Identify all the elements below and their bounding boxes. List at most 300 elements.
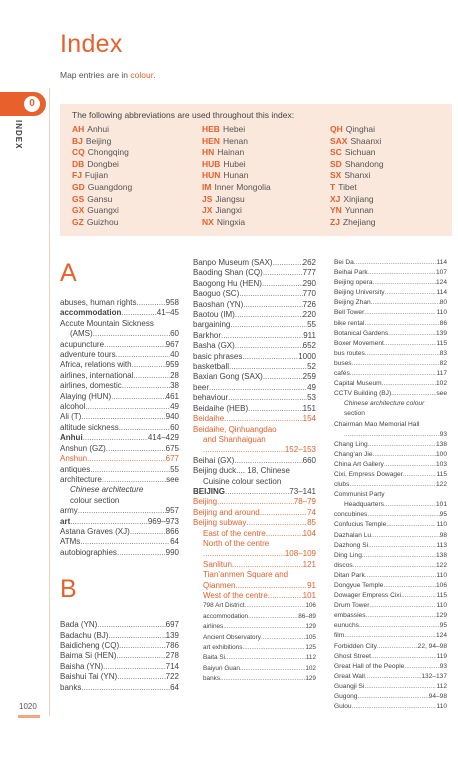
index-entry (193, 341, 316, 351)
index-entry (334, 541, 447, 551)
entry-pages: 675 (165, 443, 179, 453)
index-entry (334, 520, 447, 530)
entry-pages: 866 (165, 526, 179, 536)
index-entry (60, 433, 179, 443)
abbreviation-code: JS (202, 193, 213, 204)
dot-leader (352, 359, 440, 369)
dot-leader (371, 298, 440, 308)
index-entry (334, 591, 447, 601)
abbreviation-name: Shanxi (344, 170, 371, 181)
side-divider (49, 88, 50, 716)
abbreviation-name: Shaanxi (350, 135, 382, 146)
entry-term: Gulou (334, 703, 352, 711)
index-entry (193, 549, 316, 559)
entry-term: Beihai (GX) (193, 455, 235, 465)
entry-term: Barkhor (193, 330, 222, 340)
entry-pages: 22, 94–98 (417, 642, 447, 650)
dot-leader (80, 537, 170, 547)
entry-term: Alaying (HUN) (60, 391, 112, 401)
abbreviation-row (202, 124, 271, 136)
index-entry (193, 487, 316, 497)
abbreviation-code: HUN (202, 170, 221, 181)
index-entry (60, 402, 179, 412)
entry-pages: 1000 (298, 351, 316, 361)
abbreviation-row (72, 136, 132, 148)
index-text-line: section (344, 410, 365, 418)
abbreviation-name: Jiangxi (215, 205, 242, 216)
dot-leader (248, 612, 298, 622)
entry-pages: 112 (305, 654, 316, 662)
dot-leader (229, 362, 307, 372)
entry-pages: 101 (302, 591, 316, 600)
entry-term: bike rental (334, 319, 365, 327)
dot-leader (365, 349, 440, 359)
index-entry (60, 444, 179, 454)
index-entry (193, 601, 316, 611)
index-entry (334, 298, 447, 308)
entry-term: accommodation (203, 612, 249, 620)
index-text-line: Chairman Mao Memorial Hall (334, 420, 420, 428)
entry-term: CCTV Building (BJ) (334, 390, 392, 398)
entry-pages: 152–153 (284, 445, 316, 455)
abbreviation-row (330, 217, 384, 229)
dot-leader (382, 379, 436, 389)
abbreviation-row (202, 159, 271, 171)
index-text-line: Tian’anmen Square and (203, 570, 289, 580)
abbreviation-code: GS (72, 193, 85, 204)
entry-term: Sanlitun (203, 559, 232, 569)
intro-text (60, 70, 155, 80)
entry-term: acupuncture (60, 339, 105, 349)
entry-term: basic phrases (193, 351, 243, 361)
entry-pages: 714 (165, 661, 179, 671)
dot-leader (362, 551, 436, 561)
entry-pages: 154 (302, 414, 316, 424)
entry-pages: 106 (435, 582, 447, 589)
abbreviation-name: Hunan (223, 170, 249, 181)
entry-pages: 139 (165, 630, 179, 640)
entry-pages: see (166, 474, 179, 484)
abbreviation-code: SX (330, 170, 342, 181)
dot-leader (234, 456, 302, 466)
abbreviation-code: HN (202, 147, 215, 158)
entry-pages: 119 (436, 652, 447, 660)
entry-term: Baogong Hu (HEN) (193, 278, 262, 288)
dot-leader (104, 340, 166, 350)
entry-pages: 55 (307, 320, 316, 330)
abbreviation-row (330, 136, 384, 148)
entry-term: Dazhalan Lu (334, 531, 372, 539)
index-entry (193, 653, 316, 663)
abbreviation-row (202, 136, 271, 148)
entry-term: art (60, 516, 71, 526)
entry-term: Beijing Zhan (334, 299, 371, 307)
abbreviation-row (72, 159, 132, 171)
index-entry (60, 631, 179, 641)
dot-leader (386, 520, 436, 530)
entry-pages: 110 (436, 703, 447, 711)
abbreviation-row (330, 159, 384, 171)
entry-term: Great Wall (334, 672, 365, 680)
index-entry (193, 258, 316, 268)
index-entry (193, 362, 316, 372)
index-entry (334, 480, 447, 490)
index-entry (334, 682, 447, 692)
intro-colour-word: colour (130, 70, 154, 80)
entry-pages: 93 (439, 430, 447, 438)
abbreviation-name: Inner Mongolia (214, 181, 271, 192)
index-entry (334, 460, 447, 470)
entry-pages: 114 (436, 259, 447, 266)
entry-term: Bada (YN) (60, 620, 98, 630)
entry-pages: 38 (170, 381, 179, 391)
index-entry (60, 672, 179, 682)
dot-leader (81, 412, 165, 422)
dot-leader (119, 423, 170, 433)
entry-term: BEIJING (193, 486, 226, 496)
dot-leader (232, 560, 303, 570)
index-entry (334, 268, 447, 278)
entry-pages: 911 (303, 330, 316, 340)
abbreviation-code: HEN (202, 135, 220, 146)
index-entry (334, 450, 447, 460)
abbreviation-code: QH (330, 124, 343, 134)
dot-leader (273, 258, 303, 268)
dot-leader (209, 383, 307, 393)
index-entry (193, 612, 316, 622)
entry-pages: 777 (302, 268, 316, 278)
dot-leader (111, 392, 166, 402)
dot-leader (354, 258, 437, 268)
dot-leader (344, 631, 436, 641)
dot-leader (401, 591, 436, 601)
index-entry (60, 527, 179, 537)
dot-leader (217, 497, 294, 507)
entry-term: Baisha (YN) (60, 661, 104, 671)
abbreviation-code: GD (72, 181, 85, 192)
dot-leader (350, 369, 437, 379)
index-column-3 (334, 258, 447, 712)
entry-term: Great Hall of the People (334, 662, 405, 670)
dot-leader (364, 319, 439, 329)
index-entry (60, 329, 179, 339)
entry-term: abuses, human rights (60, 298, 137, 307)
dot-leader (364, 308, 436, 318)
entry-term: eunuchs (334, 622, 359, 630)
dot-leader (78, 506, 166, 516)
entry-term: Baiyun Guan (203, 664, 240, 672)
entry-pages: 113 (436, 541, 447, 549)
entry-term: Chang’an Jie (334, 450, 373, 458)
abbreviation-row (330, 182, 384, 194)
entry-pages: 138 (435, 551, 447, 559)
abbreviation-row (72, 217, 132, 229)
index-entry (60, 381, 179, 391)
entry-term: Baoding Shan (CQ) (193, 268, 263, 278)
abbreviation-name: Yunnan (344, 205, 374, 216)
entry-pages: 121 (302, 559, 316, 569)
entry-pages: 64 (170, 682, 179, 692)
index-entry (193, 518, 316, 528)
dot-leader (391, 389, 436, 399)
dot-leader (87, 454, 166, 464)
dot-leader (132, 360, 166, 370)
entry-term: Ding Ling (334, 551, 362, 559)
abbreviation-code: T (330, 181, 336, 192)
dot-leader (223, 622, 305, 632)
dot-leader (242, 643, 305, 653)
index-entry (60, 412, 179, 422)
index-entry (60, 340, 179, 350)
entry-pages: 278 (165, 651, 179, 661)
dot-leader (83, 433, 148, 443)
entry-term: art exhibitions (203, 644, 243, 652)
dot-leader (130, 527, 166, 537)
entry-term: Astana Graves (XJ) (60, 526, 130, 536)
entry-pages: 112 (436, 682, 447, 690)
entry-term: autobiographies (60, 547, 117, 557)
abbreviation-name: Tibet (338, 181, 357, 192)
index-entry (334, 288, 447, 298)
entry-term: Qianmen (203, 580, 236, 590)
dot-leader (235, 310, 303, 320)
dot-leader (369, 601, 436, 611)
entry-pages: 60 (170, 422, 179, 432)
entry-pages: 110 (436, 521, 447, 529)
entry-term: Badachu (BJ) (60, 630, 109, 640)
entry-pages: 78–79 (293, 497, 316, 507)
index-entry (193, 383, 316, 393)
abbreviation-code: JX (202, 205, 213, 216)
entry-pages: 114 (436, 289, 447, 297)
dot-leader (388, 329, 436, 339)
entry-term: Capital Museum (334, 380, 382, 388)
dot-leader (248, 404, 303, 414)
index-entry (334, 339, 447, 349)
dot-leader (246, 518, 307, 528)
index-entry (334, 329, 447, 339)
index-entry (193, 289, 316, 299)
dot-leader (235, 341, 303, 351)
entry-term: Boxer Movement (334, 339, 384, 347)
abbreviation-name: Hubei (223, 158, 246, 169)
entry-term: Botanical Gardens (334, 329, 389, 337)
dot-leader (262, 279, 303, 289)
entry-term: cafés (334, 370, 350, 378)
index-entry (334, 258, 447, 268)
abbreviation-name: Fujian (84, 170, 109, 181)
entry-term: Baotou (IM) (193, 310, 235, 320)
abbreviation-name: Shandong (344, 158, 384, 169)
abbreviation-row (72, 182, 132, 194)
index-entry (334, 561, 447, 571)
entry-pages: 124 (435, 632, 447, 640)
abbreviation-code: SAX (330, 135, 348, 146)
dot-leader (119, 641, 166, 651)
index-entry (60, 662, 179, 672)
index-entry (193, 393, 316, 403)
entry-pages: 110 (436, 571, 447, 579)
dot-leader (228, 393, 307, 403)
dot-leader (365, 672, 421, 682)
entry-pages: 132–137 (421, 672, 447, 680)
index-column-2 (193, 258, 316, 685)
entry-pages: 100 (435, 450, 447, 458)
abbreviation-row (330, 194, 384, 206)
dot-leader (97, 620, 165, 630)
entry-pages: see (436, 390, 447, 398)
section-label: INDEX (14, 120, 23, 150)
entry-term: Beidaihe (HEB) (193, 403, 249, 413)
abbreviation-code: YN (330, 205, 342, 216)
index-entry (334, 672, 447, 682)
entry-term: Anshun (60, 454, 88, 464)
entry-term: East of the centre (203, 528, 266, 538)
entry-pages: 151 (302, 403, 316, 413)
index-entry (193, 352, 316, 362)
dot-leader (235, 581, 307, 591)
abbreviation-code: CQ (72, 147, 85, 158)
index-text-line: and Shanhaiguan (203, 434, 266, 444)
index-entry (334, 652, 447, 662)
dot-leader (385, 288, 437, 298)
entry-pages: 115 (436, 592, 447, 600)
abbreviation-code: IM (202, 181, 212, 192)
dot-leader (240, 664, 305, 674)
index-entry (60, 517, 179, 527)
index-entry (334, 581, 447, 591)
dot-leader (242, 352, 298, 362)
index-entry (193, 300, 316, 310)
index-text-line: Communist Party (334, 491, 385, 499)
abbreviation-code: HUB (202, 158, 221, 169)
abbreviation-code: HEB (202, 124, 220, 134)
entry-pages: 53 (307, 393, 316, 403)
entry-pages: 110 (436, 309, 447, 317)
entry-term: Beidaihe (193, 414, 225, 424)
index-text-line: Chinese architecture (70, 485, 144, 495)
entry-pages: 101 (435, 501, 447, 509)
dot-leader (353, 561, 436, 571)
dot-leader (384, 460, 436, 470)
index-entry (60, 360, 179, 370)
dot-leader (239, 289, 302, 299)
entry-pages: 40 (170, 350, 179, 360)
entry-pages: 110 (436, 602, 447, 610)
index-entry (193, 456, 316, 466)
abbreviation-name: Gansu (87, 193, 113, 204)
index-entry (60, 371, 179, 381)
entry-pages: 677 (165, 454, 179, 464)
index-entry (193, 445, 316, 455)
index-entry (193, 279, 316, 289)
spacer (60, 604, 179, 620)
dot-leader (93, 329, 170, 339)
entry-pages: 129 (305, 623, 316, 631)
dot-leader (121, 308, 156, 318)
dot-leader (220, 674, 305, 684)
dot-leader (368, 541, 436, 551)
entry-pages: 94–98 (428, 693, 447, 701)
dot-leader (103, 662, 166, 672)
abbreviation-row (202, 205, 271, 217)
entry-pages: 115 (436, 470, 447, 478)
dot-leader (266, 529, 303, 539)
section-number: 0 (24, 96, 40, 112)
entry-pages: 125 (305, 644, 316, 652)
index-entry (60, 651, 179, 661)
page-title: Index (60, 30, 123, 58)
entry-term: Chang Ling (334, 440, 368, 448)
abbreviation-name: Xinjiang (343, 193, 374, 204)
index-entry (60, 308, 179, 318)
index-entry (193, 674, 316, 684)
entry-pages: 95 (439, 511, 447, 519)
dot-leader (368, 268, 436, 278)
index-entry (334, 500, 447, 510)
abbreviation-code: NX (202, 216, 214, 227)
abbreviation-name: Jiangsu (215, 193, 245, 204)
dot-leader (384, 339, 437, 349)
section-tab (0, 92, 46, 116)
abbreviation-code: SC (330, 147, 342, 158)
entry-term: Bell Tower (334, 309, 365, 317)
entry-term: Baoguo (SC) (193, 289, 240, 299)
entry-term: Anhui (60, 433, 83, 443)
index-text-line: Accute Mountain Sickness (60, 318, 154, 328)
abbreviation-row (72, 205, 132, 217)
entry-pages: 80 (439, 299, 447, 307)
dot-leader (203, 549, 285, 559)
entry-term: Drum Tower (334, 602, 370, 610)
index-entry (334, 510, 447, 520)
dot-leader (364, 682, 436, 692)
entry-pages: 95 (439, 622, 447, 630)
entry-pages: 660 (302, 455, 316, 465)
abbreviation-row (202, 217, 271, 229)
dot-leader (221, 331, 303, 341)
entry-term: concubines (334, 511, 368, 519)
intro-after: . (153, 70, 156, 80)
entry-pages: 73–141 (289, 486, 316, 496)
entry-pages: 786 (165, 640, 179, 650)
abbreviation-row (202, 182, 271, 194)
entry-term: Headquarters (344, 501, 384, 509)
entry-pages: 697 (165, 620, 179, 630)
dot-leader (268, 591, 303, 601)
intro-before: Map entries are in (60, 70, 131, 80)
abbreviation-code: FJ (72, 170, 82, 181)
abbreviations-heading: The following abbreviations are used throughout this index: (72, 110, 295, 120)
entry-pages: 726 (302, 299, 316, 309)
entry-term: Ali (T) (60, 412, 82, 422)
entry-term: discos (334, 561, 353, 569)
entry-term: Baishui Tai (YN) (60, 672, 118, 682)
entry-pages: 117 (436, 370, 447, 378)
dot-leader (352, 702, 437, 712)
entry-term: Dazhong Si (334, 541, 369, 549)
abbreviation-code: GZ (72, 216, 84, 227)
index-entry (193, 497, 316, 507)
index-entry (334, 319, 447, 329)
abbreviation-name: Chongqing (87, 147, 129, 158)
entry-pages: 106 (305, 602, 316, 610)
entry-pages: 85 (307, 518, 316, 528)
dot-leader (133, 371, 170, 381)
dot-leader (225, 487, 289, 497)
abbreviation-name: Zhejiang (342, 216, 376, 227)
dot-leader (384, 500, 436, 510)
